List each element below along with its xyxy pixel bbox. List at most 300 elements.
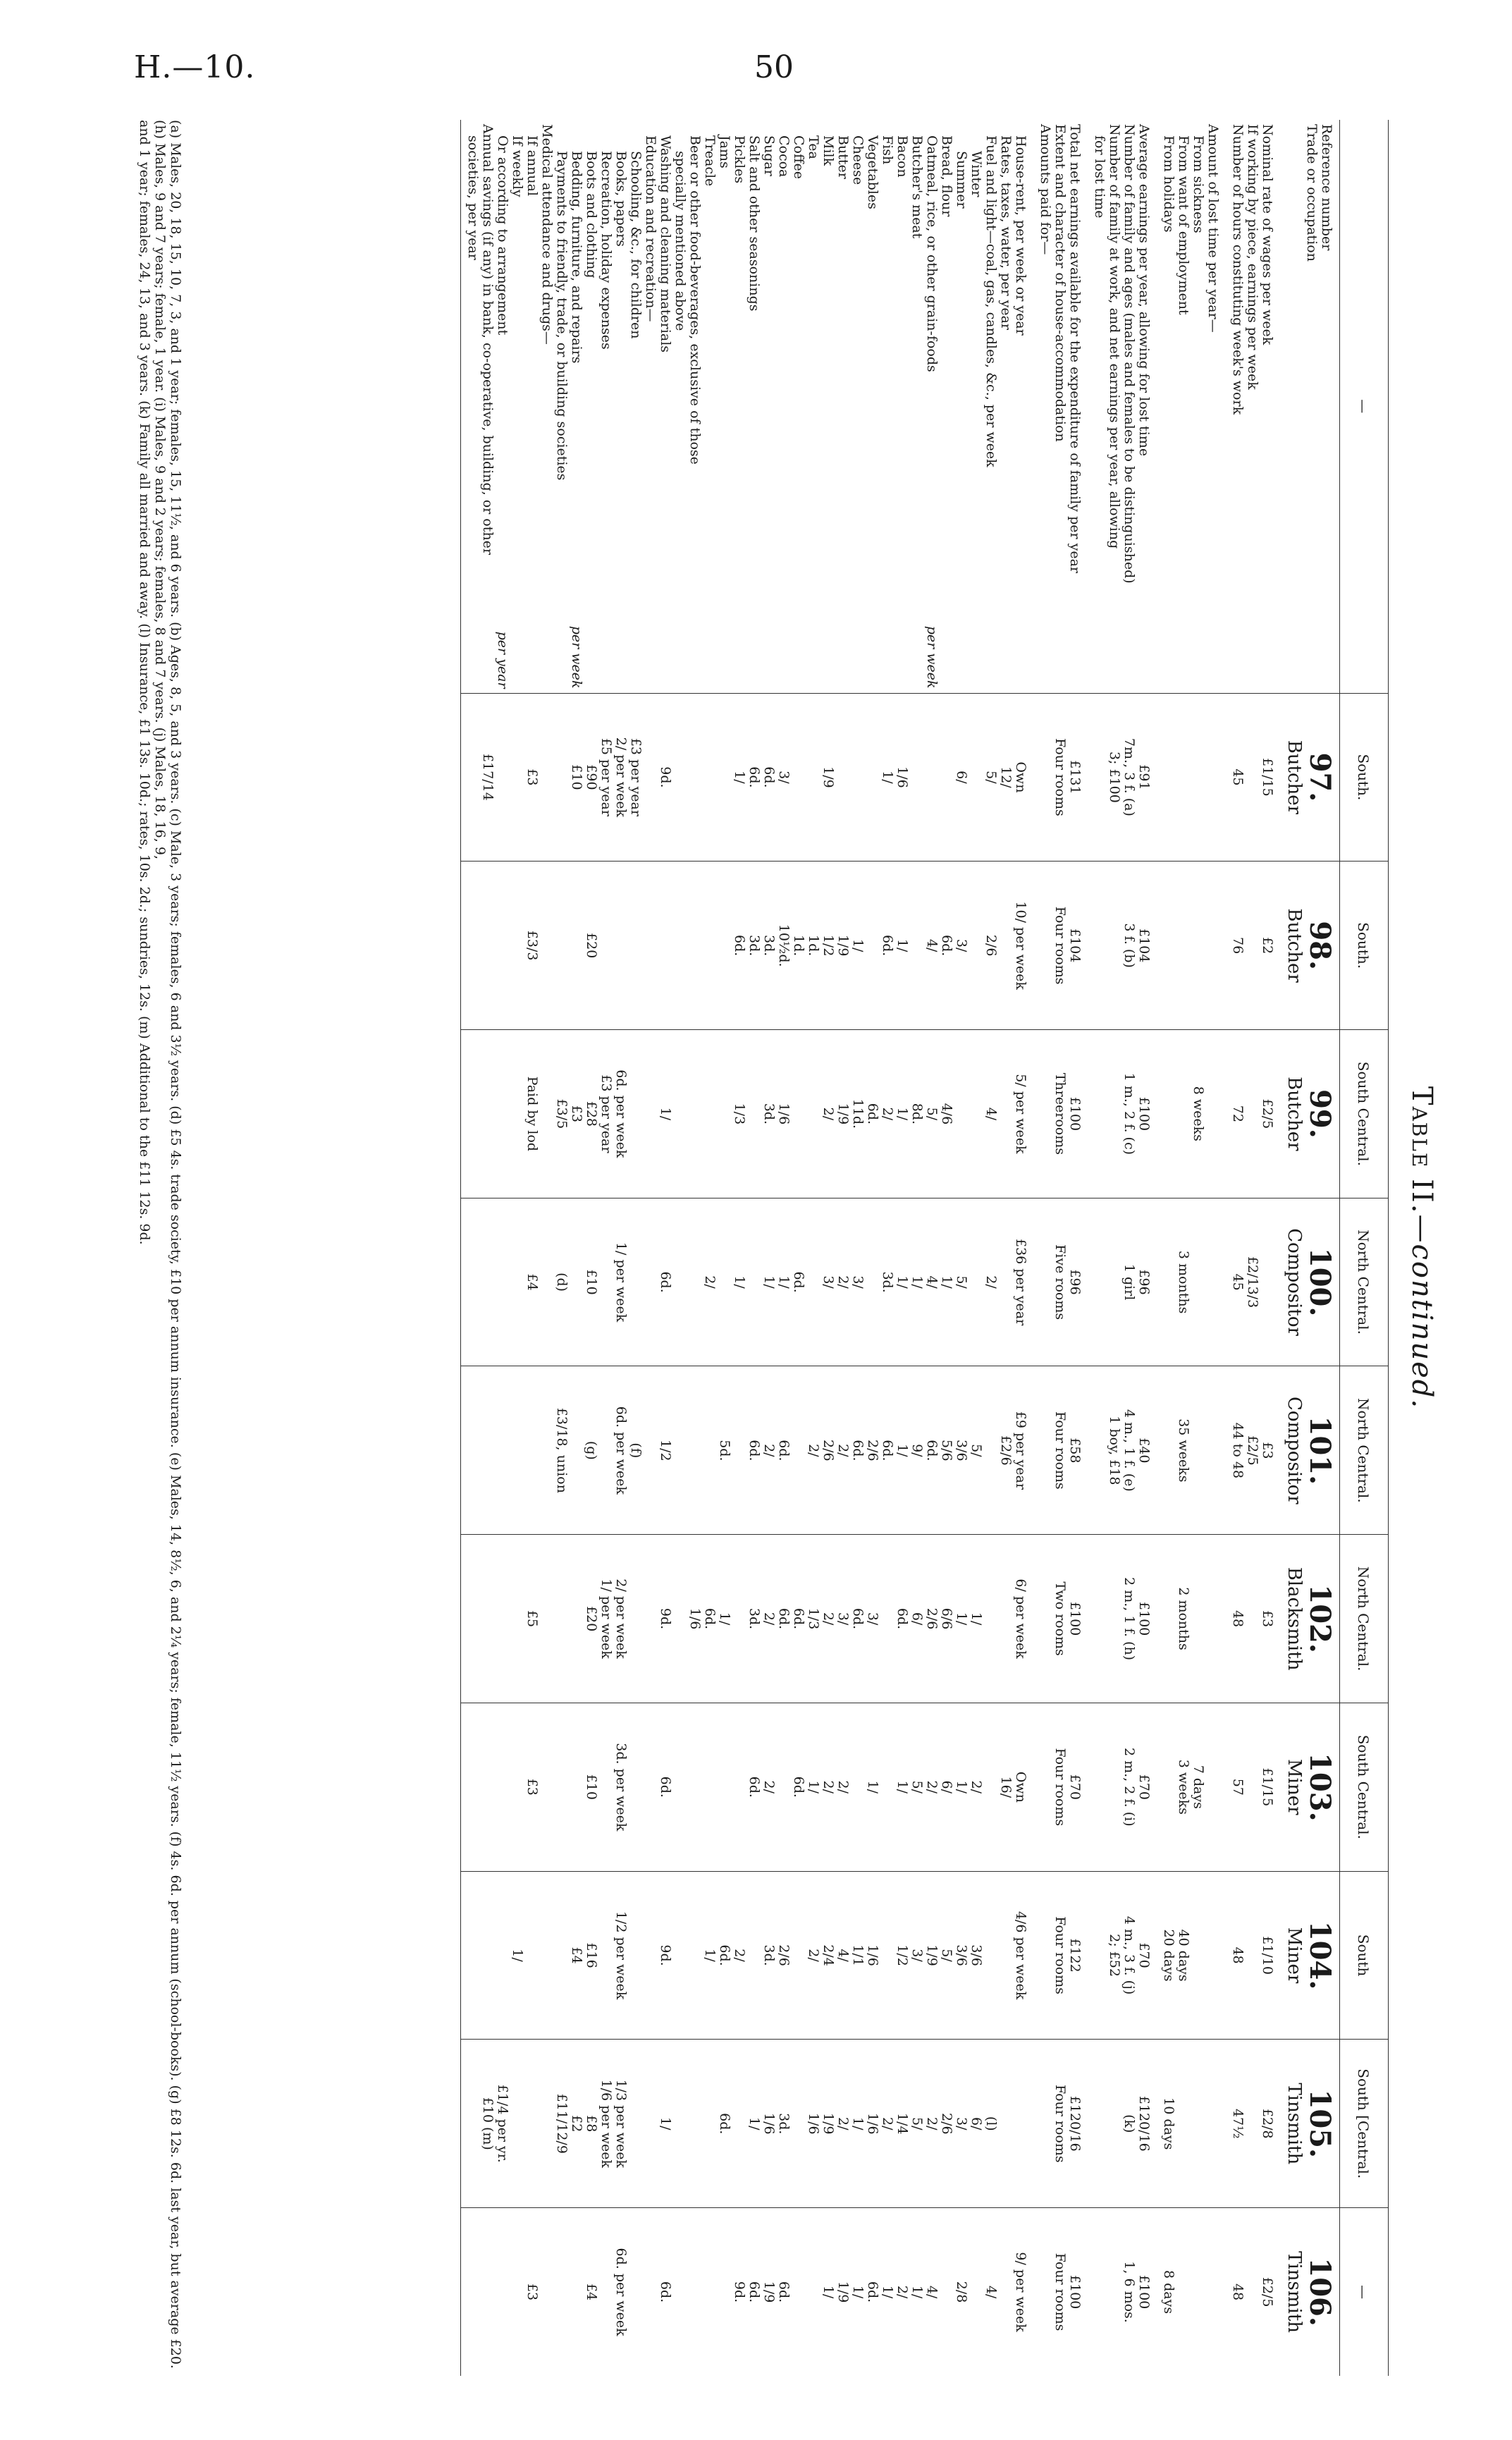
- table-cell: 6d.: [658, 2208, 672, 2376]
- table-cell: 6d.: [702, 1535, 717, 1703]
- table-cell: [628, 1198, 643, 1366]
- table-cell: 1/6: [687, 1535, 702, 1703]
- table-cell: 5/: [909, 2040, 924, 2208]
- table-row: [495, 120, 510, 2376]
- table-cell: [998, 2040, 1013, 2208]
- table-cell: [598, 1871, 613, 2040]
- table-cell: £4: [569, 1871, 584, 2040]
- table-cell: £5: [524, 1535, 539, 1703]
- table-cell: [539, 862, 554, 1030]
- table-cell: £104: [1067, 862, 1082, 1030]
- table-cell: [865, 862, 880, 1030]
- table-cell: 2/6: [865, 1366, 880, 1535]
- table-cell: £70: [1136, 1871, 1151, 2040]
- table-cell: 2/6: [939, 2040, 954, 2208]
- table-cell: Own: [1013, 1703, 1028, 1871]
- table-cell: 7m., 3 f. (a): [1121, 693, 1136, 862]
- table-cell: 6d.: [939, 862, 954, 1030]
- table-cell: 1/: [954, 1703, 969, 1871]
- table-row: [1205, 120, 1220, 2376]
- table-cell: 6d. per week: [613, 1030, 628, 1198]
- table-cell: (d): [554, 1198, 569, 1366]
- table-cell: £70: [1067, 1703, 1082, 1871]
- table-cell: 3; £100: [1107, 693, 1121, 862]
- table-cell: £10: [569, 693, 584, 862]
- table-cell: 48: [1230, 1871, 1245, 2040]
- table-row: [480, 120, 495, 2376]
- gap-cell: [1028, 1703, 1038, 1871]
- table-cell: 2/: [835, 1703, 850, 1871]
- table-cell: [1161, 1366, 1176, 1535]
- table-row: [835, 120, 850, 2376]
- table-cell: £100: [1136, 1030, 1151, 1198]
- table-cell: [495, 1366, 510, 1535]
- row-label: Winter: [969, 151, 984, 197]
- table-cell: 6/ per week: [1013, 1535, 1028, 1703]
- table-row: [1052, 120, 1067, 2376]
- row-label: Books, papers: [613, 151, 629, 247]
- table-cell: [554, 1535, 569, 1703]
- table-row: [687, 120, 702, 2376]
- region-header-row: [1340, 120, 1389, 2376]
- table-cell: [776, 1703, 791, 1871]
- table-cell: 4/: [924, 1198, 939, 1366]
- table-cell: £70: [1136, 1703, 1151, 1871]
- table-cell: 2 m., 2 f. (i): [1121, 1703, 1136, 1871]
- gap-cell: [1028, 862, 1038, 1030]
- table-cell: £36 per year: [1013, 1198, 1028, 1366]
- table-cell: [969, 2208, 983, 2376]
- table-cell: [983, 1535, 998, 1703]
- table-cell: £100: [1136, 2208, 1151, 2376]
- table-cell: 20 days: [1161, 1871, 1176, 2040]
- table-cell: £131: [1067, 693, 1082, 862]
- row-label: Boots and clothing: [584, 151, 599, 278]
- table-cell: 1/: [658, 2040, 672, 2208]
- table-cell: [1107, 1198, 1121, 1366]
- table-cell: [628, 2040, 643, 2208]
- table-cell: [1038, 1366, 1052, 1535]
- table-cell: £10: [584, 1703, 598, 1871]
- table-cell: [672, 2040, 687, 2208]
- occupation-6: Miner: [1274, 1703, 1304, 1871]
- table-cell: [939, 693, 954, 862]
- table-cell: [717, 2208, 732, 2376]
- table-cell: [1038, 1703, 1052, 1871]
- table-cell: 7 days: [1191, 1703, 1205, 1871]
- table-cell: [1038, 2208, 1052, 2376]
- table-cell: 9d.: [658, 1871, 672, 2040]
- row-label: Bacon: [895, 135, 910, 178]
- table-cell: 2/4: [820, 1871, 835, 2040]
- row-label: Amounts paid for—: [1038, 124, 1053, 255]
- row-label: Cheese: [850, 135, 866, 185]
- table-cell: £20: [584, 1535, 598, 1703]
- table-cell: [969, 1030, 983, 1198]
- table-cell: [672, 1871, 687, 2040]
- table-cell: [1038, 862, 1052, 1030]
- row-label: Pickles: [732, 135, 747, 184]
- table-cell: 47½: [1230, 2040, 1245, 2208]
- table-cell: 1/6: [806, 2040, 820, 2208]
- table-row: [776, 120, 791, 2376]
- row-label: From holidays: [1161, 135, 1176, 233]
- table-cell: 2/: [880, 2040, 895, 2208]
- table-cell: 6/: [954, 693, 969, 862]
- table-cell: [791, 1030, 806, 1198]
- table-cell: [746, 1030, 761, 1198]
- table-cell: 1/: [732, 1198, 746, 1366]
- table-row: [983, 120, 998, 2376]
- table-cell: [1092, 1366, 1107, 1535]
- table-cell: [1161, 1703, 1176, 1871]
- table-cell: [1092, 1198, 1107, 1366]
- gap-cell: [1151, 1198, 1161, 1366]
- table-cell: £1/10: [1260, 1871, 1274, 2040]
- table-cell: £3/5: [554, 1030, 569, 1198]
- table-cell: 1/6: [865, 2040, 880, 2208]
- table-cell: [880, 1871, 895, 2040]
- table-cell: [1092, 693, 1107, 862]
- table-row: [524, 120, 539, 2376]
- table-cell: [732, 1535, 746, 1703]
- row-label: Bread, flour: [939, 135, 954, 217]
- table-cell: 2/: [835, 1366, 850, 1535]
- table-cell: [865, 693, 880, 862]
- table-cell: [643, 862, 658, 1030]
- row-label: If working by piece, earnings per week: [1245, 124, 1260, 390]
- table-cell: [687, 693, 702, 862]
- table-cell: 3/: [850, 1198, 865, 1366]
- row-label: Coffee: [791, 135, 806, 179]
- table-row: [1260, 120, 1274, 2376]
- gap-cell: [1220, 2040, 1230, 2208]
- gap-cell: [1028, 1871, 1038, 2040]
- table-cell: 6d. per week: [613, 2208, 628, 2376]
- table-cell: 1/ per week: [598, 1535, 613, 1703]
- table-cell: [1176, 862, 1191, 1030]
- table-cell: Four rooms: [1052, 1871, 1067, 2040]
- table-cell: Four rooms: [1052, 2208, 1067, 2376]
- gap-cell: [1082, 1535, 1092, 1703]
- table-cell: 9/: [909, 1366, 924, 1535]
- table-cell: 3 months: [1176, 1198, 1191, 1366]
- table-cell: £3: [1260, 1535, 1274, 1703]
- table-cell: 2/6: [776, 1871, 791, 2040]
- table-row: [1038, 120, 1052, 2376]
- table-cell: £3: [524, 1703, 539, 1871]
- reference-number-7: 104.: [1304, 1871, 1340, 2040]
- table-cell: [643, 1871, 658, 2040]
- table-cell: [1205, 693, 1220, 862]
- table-cell: [880, 1535, 895, 1703]
- table-cell: [643, 1535, 658, 1703]
- table-cell: 6d.: [776, 2208, 791, 2376]
- table-cell: 9d.: [658, 693, 672, 862]
- table-cell: [1191, 1871, 1205, 2040]
- table-cell: [598, 1198, 613, 1366]
- table-cell: [1191, 1366, 1205, 1535]
- table-cell: [672, 1366, 687, 1535]
- gap-cell: [1220, 1703, 1230, 1871]
- reference-number-4: 101.: [1304, 1366, 1340, 1535]
- table-row: [554, 120, 569, 2376]
- table-cell: [909, 862, 924, 1030]
- table-cell: [598, 2208, 613, 2376]
- table-cell: [732, 1703, 746, 1871]
- unit-note: per week: [924, 625, 940, 689]
- table-cell: [909, 693, 924, 862]
- table-cell: [1205, 2208, 1220, 2376]
- table-cell: [1191, 862, 1205, 1030]
- table-cell: 6d.: [924, 1366, 939, 1535]
- row-label: Beer or other food-beverages, exclusive of those: [687, 135, 703, 465]
- table-cell: 6d.: [746, 1366, 761, 1535]
- occupation-7: Miner: [1274, 1871, 1304, 2040]
- table-cell: £58: [1067, 1366, 1082, 1535]
- table-cell: 1/ per week: [613, 1198, 628, 1366]
- table-cell: [1161, 862, 1176, 1030]
- table-cell: [643, 2040, 658, 2208]
- table-cell: [702, 2040, 717, 2208]
- table-cell: 1/3 per week: [613, 2040, 628, 2208]
- table-cell: [1176, 693, 1191, 862]
- table-cell: [1161, 693, 1176, 862]
- region-header-8: South [Central.: [1340, 2040, 1389, 2208]
- table-cell: [806, 693, 820, 862]
- table-cell: [598, 1366, 613, 1535]
- table-cell: [1176, 2208, 1191, 2376]
- table-cell: 1/9: [835, 1030, 850, 1198]
- table-cell: 2/: [702, 1198, 717, 1366]
- footnote-line-2: and 1 year; females, 24, 13, and 3 years. (k) Family all married and away. (l) Insurance, £1 13s. 10d.; rates, 10s. 2d.; sundries, 12s. (m) Additional to the £11 12s. 9d.: [137, 120, 152, 1245]
- row-label: Washing and cleaning materials: [658, 135, 673, 353]
- table-cell: [480, 1198, 495, 1366]
- table-cell: [598, 862, 613, 1030]
- table-cell: 1/: [850, 2040, 865, 2208]
- table-cell: 1/: [969, 1535, 983, 1703]
- table-row: [909, 120, 924, 2376]
- gap-cell: [1151, 2040, 1161, 2208]
- table-cell: 2/: [820, 1535, 835, 1703]
- table-cell: 6d.: [850, 1535, 865, 1703]
- table-cell: [495, 693, 510, 862]
- table-cell: 3/: [954, 862, 969, 1030]
- table-cell: [1205, 1703, 1220, 1871]
- table-row: [1121, 120, 1136, 2376]
- table-cell: 5/: [939, 1871, 954, 2040]
- table-cell: 6d.: [717, 2040, 732, 2208]
- table-cell: [983, 1703, 998, 1871]
- table-cell: 16/: [998, 1703, 1013, 1871]
- table-row: [820, 120, 835, 2376]
- region-header-9: —: [1340, 2208, 1389, 2376]
- table-cell: [1205, 1535, 1220, 1703]
- table-cell: [983, 1871, 998, 2040]
- row-label: Medical attendance and drugs—: [539, 124, 555, 345]
- row-label: From want of employment: [1176, 135, 1191, 315]
- table-row: [569, 120, 584, 2376]
- occupation-8: Tinsmith: [1274, 2040, 1304, 2208]
- table-cell: [702, 1366, 717, 1535]
- table-cell: 5/ per week: [1013, 1030, 1028, 1198]
- table-cell: [539, 693, 554, 862]
- table-cell: [628, 1030, 643, 1198]
- table-cell: 1/6: [761, 2040, 776, 2208]
- gap-cell: [1028, 1366, 1038, 1535]
- table-cell: £3: [524, 2208, 539, 2376]
- table-cell: £3: [569, 1030, 584, 1198]
- table-cell: 3/6: [954, 1871, 969, 2040]
- table-cell: £20: [584, 862, 598, 1030]
- table-cell: [1245, 1871, 1260, 2040]
- table-title-main: Table II.—: [1406, 1086, 1438, 1244]
- table-cell: [850, 693, 865, 862]
- table-cell: 6d.: [880, 1366, 895, 1535]
- row-label: Fuel and light—coal, gas, candles, &c., per week: [983, 135, 999, 467]
- gap-cell: [1028, 693, 1038, 862]
- table-cell: [628, 1871, 643, 2040]
- table-cell: [983, 1366, 998, 1535]
- reference-number-row: [1304, 120, 1340, 2376]
- table-cell: £2/5: [1260, 2208, 1274, 2376]
- table-cell: [524, 2040, 539, 2208]
- table-cell: [687, 1366, 702, 1535]
- reference-number-0: 97.: [1304, 693, 1340, 862]
- gap-cell: [1151, 862, 1161, 1030]
- table-cell: 3d.: [776, 2040, 791, 2208]
- table-row: [746, 120, 761, 2376]
- table-row: [1176, 120, 1191, 2376]
- gap-cell: [1220, 1198, 1230, 1366]
- table-cell: 6d.: [746, 2208, 761, 2376]
- table-cell: 6d.: [732, 862, 746, 1030]
- table-cell: £2/6: [998, 1366, 1013, 1535]
- table-cell: 1/6: [865, 1871, 880, 2040]
- table-row: [1136, 120, 1151, 2376]
- table-cell: [732, 1366, 746, 1535]
- table-cell: 76: [1230, 862, 1245, 1030]
- table-cell: 8 days: [1161, 2208, 1176, 2376]
- table-cell: 1/: [954, 1535, 969, 1703]
- gap-cell: [1151, 1871, 1161, 2040]
- table-cell: 3/: [954, 2040, 969, 2208]
- row-label: House-rent, per week or year: [1013, 135, 1028, 336]
- table-cell: 3/: [820, 1198, 835, 1366]
- table-cell: [1205, 2040, 1220, 2208]
- table-cell: 6d.: [746, 1703, 761, 1871]
- table-cell: 1/9: [924, 1871, 939, 2040]
- table-cell: [1176, 1030, 1191, 1198]
- page-number: 50: [754, 49, 794, 85]
- table-cell: [1092, 862, 1107, 1030]
- table-cell: [480, 1703, 495, 1871]
- row-label: Average earnings per year, allowing for lost time: [1136, 124, 1152, 457]
- gap-cell: [1028, 2208, 1038, 2376]
- table-cell: [835, 693, 850, 862]
- table-cell: 5/: [954, 1198, 969, 1366]
- table-cell: 10½d.: [776, 862, 791, 1030]
- table-cell: £9 per year: [1013, 1366, 1028, 1535]
- table-cell: [672, 2208, 687, 2376]
- table-cell: 1/: [850, 862, 865, 1030]
- gap-cell: [1028, 120, 1038, 693]
- gap-cell: [1151, 693, 1161, 862]
- table-cell: [702, 1030, 717, 1198]
- table-cell: 6d.: [658, 1703, 672, 1871]
- table-cell: [702, 862, 717, 1030]
- table-cell: [510, 1030, 524, 1198]
- table-cell: [717, 1703, 732, 1871]
- table-cell: [554, 1703, 569, 1871]
- table-cell: 1/3: [732, 1030, 746, 1198]
- table-cell: £1/15: [1260, 693, 1274, 862]
- table-cell: 3/6: [969, 1871, 983, 2040]
- table-cell: [717, 693, 732, 862]
- table-cell: 4/: [983, 1030, 998, 1198]
- table-cell: [461, 1030, 481, 1198]
- table-cell: [569, 1703, 584, 1871]
- table-cell: £5 per year: [598, 693, 613, 862]
- table-cell: [554, 2208, 569, 2376]
- table-cell: 2/: [761, 1535, 776, 1703]
- table-cell: [1245, 1703, 1260, 1871]
- table-cell: 12/: [998, 693, 1013, 862]
- gap-cell: [1028, 2040, 1038, 2208]
- table-cell: £4: [584, 2208, 598, 2376]
- table-cell: [1092, 1871, 1107, 2040]
- table-cell: 1/2 per week: [613, 1871, 628, 2040]
- table-cell: (l): [983, 2040, 998, 2208]
- table-cell: [539, 1366, 554, 1535]
- table-cell: 1/: [658, 1030, 672, 1198]
- table-cell: [702, 1703, 717, 1871]
- footnote-line-1: (a) Males, 20, 18, 15, 10, 7, 3, and 1 year; females, 15, 11½, and 6 years. (b) Ages, 8, 5, and 3 years. (c) Male, 3 years; females, 6 and 3½ years. (d) £5 4s. trade society, £10 per annum insurance. (e) Males, 14, 8½, 6, and 2¼ years; female, 11½ years. (f) 4s. 6d. per annum (school-books). (g) £8 12s. 6d. last year, but average £20. (h) Males, 9 and 7 years; female, 1 year. (i) Males, 9 and 2 years; females, 8 and 7 years. (j) Males, 18, 16, 9,: [152, 120, 183, 2369]
- table-cell: 6d.: [776, 1366, 791, 1535]
- table-cell: 6d.: [895, 1535, 909, 1703]
- table-cell: £3 per year: [628, 693, 643, 862]
- table-cell: [569, 1198, 584, 1366]
- table-cell: 1/4: [895, 2040, 909, 2208]
- table-cell: [461, 1366, 481, 1535]
- table-cell: [1205, 1366, 1220, 1535]
- table-cell: 1/: [717, 1535, 732, 1703]
- table-cell: [461, 1871, 481, 2040]
- table-cell: [643, 2208, 658, 2376]
- table-cell: 4 m., 1 f. (e): [1121, 1366, 1136, 1535]
- table-cell: [495, 1535, 510, 1703]
- table-cell: [495, 1030, 510, 1198]
- occupation-label-spacer: [1274, 120, 1304, 693]
- table-cell: [480, 1366, 495, 1535]
- page-code: H.—10.: [134, 49, 256, 85]
- occupation-1: Butcher: [1274, 862, 1304, 1030]
- table-cell: [1260, 1198, 1274, 1366]
- table-cell: [717, 862, 732, 1030]
- table-cell: 9d.: [732, 2208, 746, 2376]
- table-cell: [628, 1535, 643, 1703]
- row-label: Annual savings (if any) in bank, co-operative, building, or other: [480, 124, 496, 555]
- table-cell: 1/: [820, 2208, 835, 2376]
- table-cell: 3d.: [880, 1198, 895, 1366]
- table-cell: Paid by lod: [524, 1030, 539, 1198]
- table-cell: [998, 2208, 1013, 2376]
- table-cell: 4/6 per week: [1013, 1871, 1028, 2040]
- table-cell: [643, 693, 658, 862]
- table-cell: [539, 2208, 554, 2376]
- table-cell: [717, 1030, 732, 1198]
- table-row: [613, 120, 628, 2376]
